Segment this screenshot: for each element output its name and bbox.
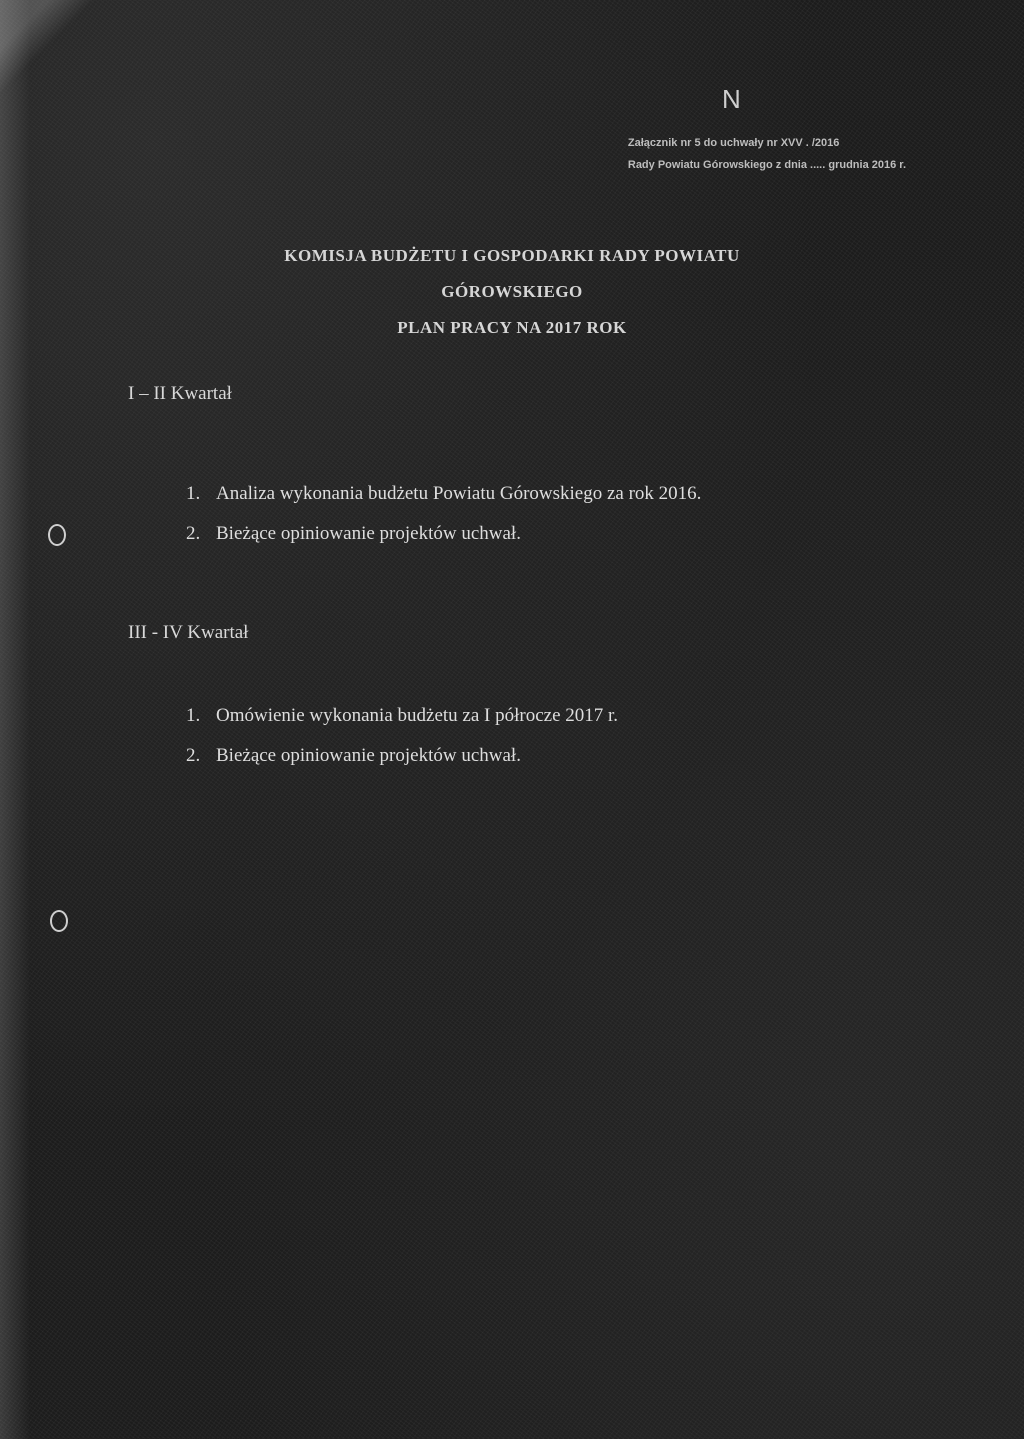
section-heading-q1-q2: I – II Kwartał: [128, 383, 232, 404]
attachment-annotation: [628, 132, 906, 176]
list-item-text: Analiza wykonania budżetu Powiatu Górowskiego za rok 2016.: [216, 483, 702, 504]
list-item: [186, 474, 701, 514]
section-list-q1-q2: [186, 474, 701, 554]
list-item-number: 2.: [186, 745, 201, 766]
corner-mark: N: [722, 84, 741, 114]
page-edge-shadow: [0, 0, 30, 1439]
title-line-3: PLAN PRACY NA 2017 ROK: [397, 318, 627, 337]
annotation-line-2: Rady Powiatu Górowskiego z dnia ..... grudnia 2016 r.: [627, 159, 906, 171]
list-item: [186, 696, 618, 736]
list-item-number: 1.: [186, 705, 201, 726]
list-item-text: Bieżące opiniowanie projektów uchwał.: [216, 523, 521, 544]
section-list-q3-q4: [186, 696, 618, 776]
list-item-number: 2.: [186, 523, 201, 544]
document-title: [0, 238, 1024, 346]
annotation-line-1: Załącznik nr 5 do uchwały nr XVV . /2016: [627, 137, 840, 149]
title-line-2: GÓROWSKIEGO: [441, 282, 583, 301]
list-item-number: 1.: [186, 483, 201, 504]
list-item: [186, 736, 618, 776]
section-heading-q3-q4: III - IV Kwartał: [128, 622, 249, 643]
punch-hole-icon: [48, 524, 66, 546]
list-item-text: Omówienie wykonania budżetu za I półrocze 2017 r.: [216, 705, 619, 726]
list-item-text: Bieżące opiniowanie projektów uchwał.: [216, 745, 521, 766]
page-corner-fold: [0, 0, 160, 110]
title-line-1: KOMISJA BUDŻETU I GOSPODARKI RADY POWIATU: [284, 246, 740, 265]
punch-hole-icon: [50, 910, 68, 932]
list-item: [186, 514, 701, 554]
